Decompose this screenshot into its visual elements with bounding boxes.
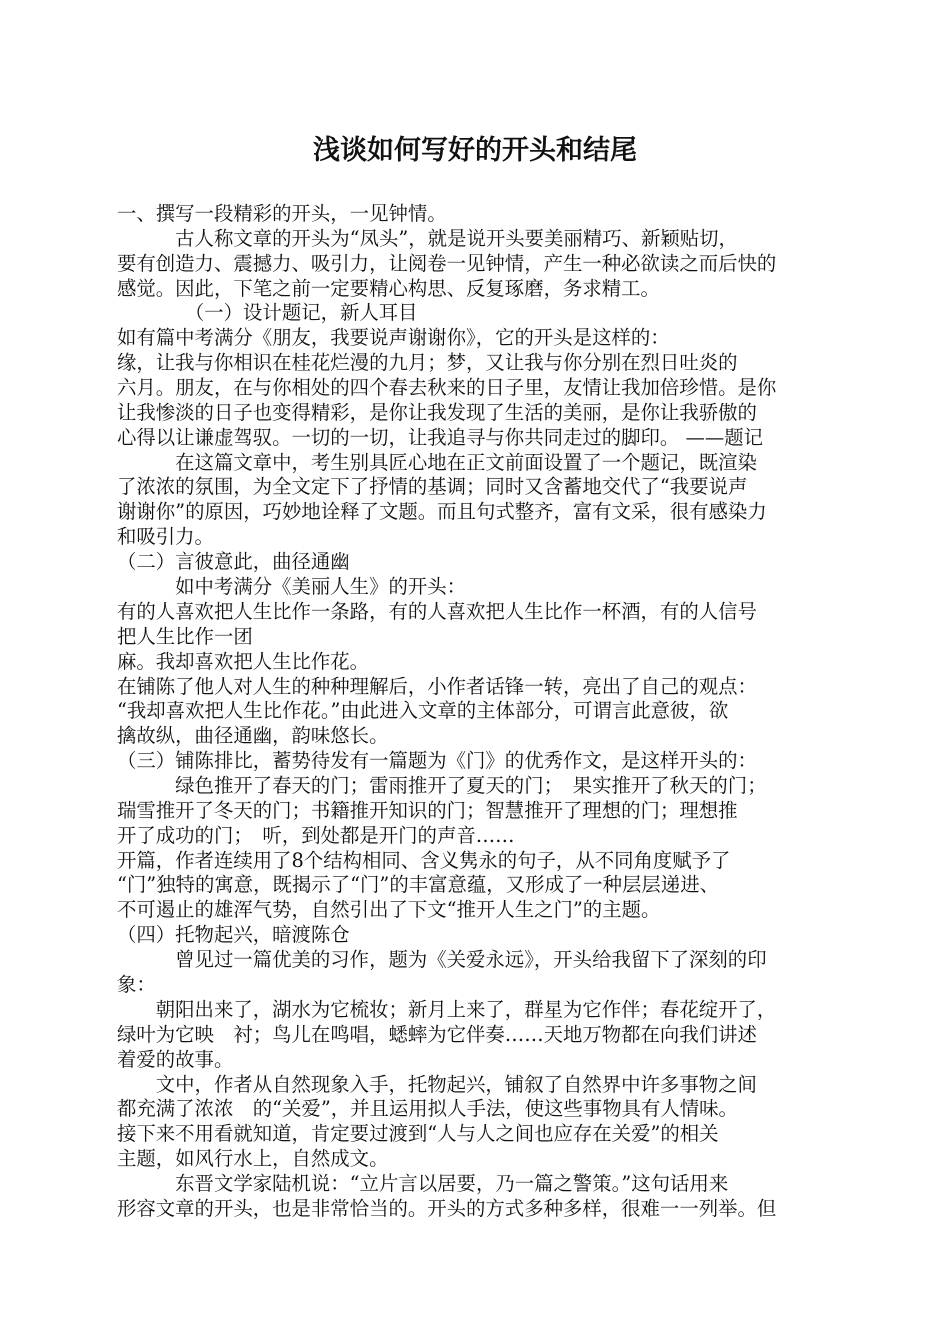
- paragraph-line: 主题，如风行水上，自然成文。: [117, 1147, 389, 1170]
- paragraph-line: “我却喜欢把人生比作花。”由此进入文章的主体部分，可谓言此意彼，欲: [117, 699, 729, 722]
- paragraph-line: 开篇，作者连续用了8个结构相同、含义隽永的句子，从不同角度赋予了: [117, 849, 731, 872]
- quote-line: 把人生比作一团: [117, 625, 253, 648]
- quote-line: 六月。朋友，在与你相处的四个春去秋来的日子里，友情让我加倍珍惜。是你: [117, 376, 777, 399]
- quote-line: 让我惨淡的日子也变得精彩，是你让我发现了生活的美丽，是你让我骄傲的: [117, 401, 757, 424]
- document-title: 浅谈如何写好的开头和结尾: [313, 135, 637, 166]
- subsection-heading: （四）托物起兴，暗渡陈仓: [117, 923, 350, 946]
- paragraph-line: 东晋文学家陆机说：“立片言以居要，乃一篇之警策。”这句话用来: [117, 1172, 729, 1195]
- paragraph-line: 不可遏止的雄浑气势，自然引出了下文“推开人生之门”的主题。: [117, 898, 661, 921]
- quote-line: 朝阳出来了，湖水为它梳妆；新月上来了，群星为它作伴；春花绽开了，: [117, 998, 777, 1021]
- quote-line: 开了成功的门； 听，到处都是开门的声音……: [117, 824, 515, 847]
- paragraph-line: 形容文章的开头，也是非常恰当的。开头的方式多种多样，很难一一列举。但: [117, 1197, 777, 1220]
- paragraph-line: 要有创造力、震撼力、吸引力，让阅卷一见钟情，产生一种必欲读之而后快的: [117, 252, 777, 275]
- quote-line: 缘，让我与你相识在桂花烂漫的九月；梦，又让我与你分别在烈日吐炎的: [117, 351, 738, 374]
- paragraph-line: 感觉。因此，下笔之前一定要精心构思、反复琢磨，务求精工。: [117, 277, 660, 300]
- section-heading: 一、撰写一段精彩的开头，一见钟情。: [117, 202, 447, 225]
- paragraph-line: 了浓浓的氛围，为全文定下了抒情的基调；同时又含蓄地交代了“我要说声: [117, 475, 748, 498]
- subsection-heading: （二）言彼意此，曲径通幽: [117, 550, 350, 573]
- paragraph-line: 和吸引力。: [117, 525, 214, 548]
- quote-line: 心得以让谦虚驾驭。一切的一切，让我追寻与你共同走过的脚印。 ——题记: [117, 426, 764, 449]
- paragraph-line: 古人称文章的开头为“凤头”，就是说开头要美丽精巧、新颖贴切，: [117, 227, 738, 250]
- paragraph-line: 都充满了浓浓 的“关爱”，并且运用拟人手法，使这些事物具有人情味。: [117, 1097, 738, 1120]
- quote-line: 绿色推开了春天的门；雷雨推开了夏天的门； 果实推开了秋天的门；: [117, 774, 767, 797]
- quote-line: 麻。我却喜欢把人生比作花。: [117, 650, 370, 673]
- subsection-heading: （一）设计题记，新人耳目: [117, 301, 418, 324]
- paragraph-line: 曾见过一篇优美的习作，题为《关爱永远》，开头给我留下了深刻的印: [117, 948, 767, 971]
- paragraph-line: 谢谢你”的原因，巧妙地诠释了文题。而且句式整齐，富有文采，很有感染力: [117, 500, 767, 523]
- paragraph-line: 接下来不用看就知道，肯定要过渡到“人与人之间也应存在关爱”的相关: [117, 1122, 719, 1145]
- paragraph-line: 如有篇中考满分《朋友，我要说声谢谢你》，它的开头是这样的：: [117, 326, 670, 349]
- paragraph-line: 象：: [117, 973, 156, 996]
- paragraph-line: “门”独特的寓意，既揭示了“门”的丰富意蕴，又形成了一种层层递进、: [117, 873, 719, 896]
- subsection-heading: （三）铺陈排比，蓄势待发有一篇题为《门》的优秀作文，是这样开头的：: [117, 749, 757, 772]
- quote-line: 瑞雪推开了冬天的门；书籍推开知识的门；智慧推开了理想的门；理想推: [117, 799, 738, 822]
- quote-line: 着爱的故事。: [117, 1048, 234, 1071]
- paragraph-line: 文中，作者从自然现象入手，托物起兴，铺叙了自然界中许多事物之间: [117, 1073, 757, 1096]
- paragraph-line: 如中考满分《美丽人生》的开头：: [117, 575, 467, 598]
- quote-line: 有的人喜欢把人生比作一条路，有的人喜欢把人生比作一杯酒，有的人信号: [117, 600, 757, 623]
- quote-line: 绿叶为它映 衬；鸟儿在鸣唱，蟋蟀为它伴奏……天地万物都在向我们讲述: [117, 1023, 757, 1046]
- paragraph-line: 擒故纵，曲径通幽，韵味悠长。: [117, 724, 389, 747]
- paragraph-line: 在铺陈了他人对人生的种种理解后，小作者话锋一转，亮出了自己的观点：: [117, 675, 757, 698]
- paragraph-line: 在这篇文章中，考生别具匠心地在正文前面设置了一个题记，既渲染: [117, 451, 757, 474]
